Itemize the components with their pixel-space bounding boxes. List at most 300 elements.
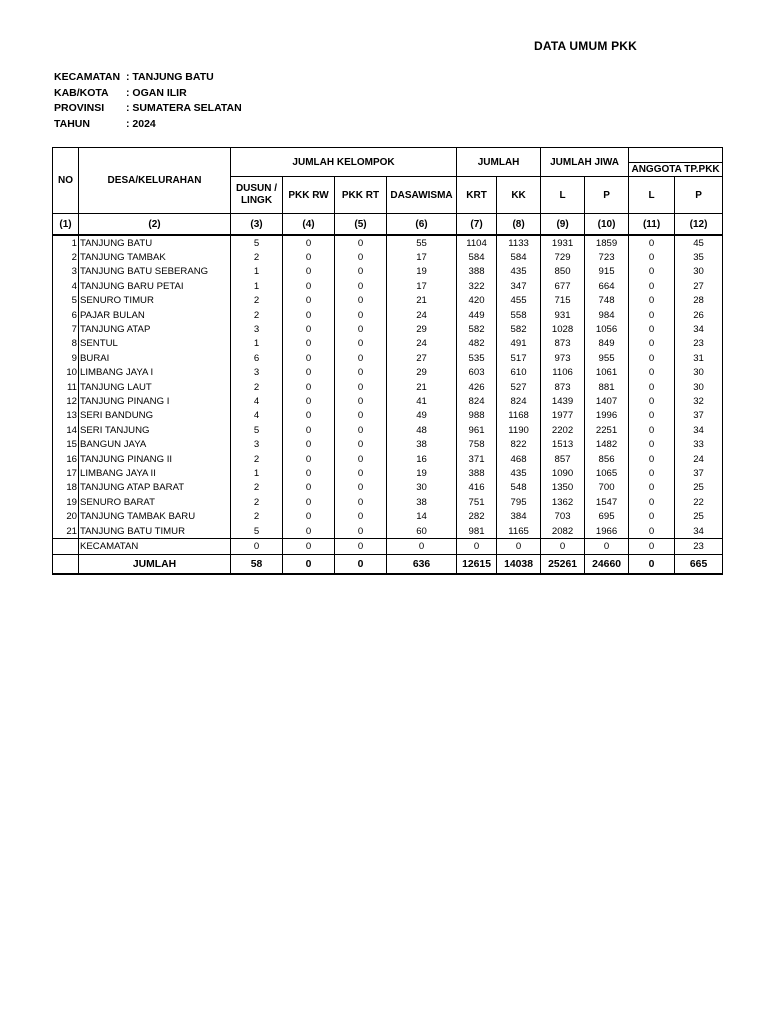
- table-cell: 24: [387, 337, 457, 351]
- table-cell: TANJUNG LAUT: [79, 380, 231, 394]
- table-cell: 824: [457, 394, 497, 408]
- column-number: (1): [53, 214, 79, 236]
- table-cell: 35: [675, 250, 723, 264]
- table-cell: 30: [387, 481, 457, 495]
- table-cell: 24: [675, 452, 723, 466]
- table-cell: 2: [231, 294, 283, 308]
- table-cell: 388: [457, 265, 497, 279]
- table-cell: 38: [387, 437, 457, 451]
- table-cell: 28: [675, 294, 723, 308]
- column-number-row: [53, 214, 723, 236]
- table-cell: LIMBANG JAYA II: [79, 466, 231, 480]
- header-pkk-rw: PKK RW: [283, 177, 335, 214]
- table-cell: 435: [497, 265, 541, 279]
- table-cell: 19: [387, 466, 457, 480]
- table-cell: 0: [629, 235, 675, 250]
- table-cell: 322: [457, 279, 497, 293]
- table-cell: 0: [335, 294, 387, 308]
- table-cell: 981: [457, 524, 497, 539]
- meta-label: KAB/KOTA: [54, 86, 109, 99]
- table-cell: 1106: [541, 366, 585, 380]
- table-cell: 2: [53, 250, 79, 264]
- table-cell: 0: [283, 539, 335, 555]
- table-cell: 664: [585, 279, 629, 293]
- header-kk: KK: [497, 177, 541, 214]
- table-cell: 30: [675, 366, 723, 380]
- table-cell: 2082: [541, 524, 585, 539]
- header-anggota-p: P: [675, 177, 723, 214]
- table-cell: 388: [457, 466, 497, 480]
- table-cell: 0: [629, 250, 675, 264]
- table-cell: 416: [457, 481, 497, 495]
- table-cell: 2: [231, 495, 283, 509]
- table-cell: 582: [457, 322, 497, 336]
- table-cell: SERI TANJUNG: [79, 423, 231, 437]
- table-cell: 347: [497, 279, 541, 293]
- table-cell: 34: [675, 322, 723, 336]
- meta-value: : OGAN ILIR: [126, 86, 187, 99]
- table-cell: 849: [585, 337, 629, 351]
- table-cell: 0: [629, 509, 675, 523]
- table-header: [53, 148, 723, 236]
- table-cell: 856: [585, 452, 629, 466]
- table-cell: 0: [629, 308, 675, 322]
- table-cell: TANJUNG ATAP: [79, 322, 231, 336]
- table-cell: 0: [283, 294, 335, 308]
- table-cell: 1065: [585, 466, 629, 480]
- meta-row-provinsi: [54, 101, 242, 117]
- table-cell: 973: [541, 351, 585, 365]
- table-cell: JUMLAH: [79, 555, 231, 575]
- table-cell: 455: [497, 294, 541, 308]
- table-cell: 695: [585, 509, 629, 523]
- table-cell: 955: [585, 351, 629, 365]
- column-number: (10): [585, 214, 629, 236]
- table-cell: 723: [585, 250, 629, 264]
- table-cell: 527: [497, 380, 541, 394]
- table-cell: 33: [675, 437, 723, 451]
- table-cell: 1439: [541, 394, 585, 408]
- table-cell: 0: [335, 265, 387, 279]
- table-cell: 961: [457, 423, 497, 437]
- total-row: [53, 555, 723, 575]
- table-cell: 0: [629, 279, 675, 293]
- page-title: DATA UMUM PKK: [534, 39, 638, 53]
- table-cell: 282: [457, 509, 497, 523]
- table-cell: 2251: [585, 423, 629, 437]
- table-cell: 19: [387, 265, 457, 279]
- table-cell: 4: [231, 409, 283, 423]
- table-cell: 21: [387, 380, 457, 394]
- table-cell: 0: [387, 539, 457, 555]
- table-cell: 857: [541, 452, 585, 466]
- table-row: [53, 423, 723, 437]
- table-cell: 0: [541, 539, 585, 555]
- table-row: [53, 466, 723, 480]
- table-cell: 9: [53, 351, 79, 365]
- column-number: (7): [457, 214, 497, 236]
- header-dusun: DUSUN / LINGK: [231, 177, 283, 214]
- table-cell: 1350: [541, 481, 585, 495]
- table-cell: 1513: [541, 437, 585, 451]
- table-cell: 0: [629, 437, 675, 451]
- table-cell: 17: [53, 466, 79, 480]
- table-cell: 610: [497, 366, 541, 380]
- header-jiwa-p: P: [585, 177, 629, 214]
- table-cell: 0: [629, 423, 675, 437]
- column-number: (4): [283, 214, 335, 236]
- table-cell: 14: [387, 509, 457, 523]
- table-cell: 21: [53, 524, 79, 539]
- table-cell: 0: [231, 539, 283, 555]
- table-cell: 16: [53, 452, 79, 466]
- table-cell: 0: [335, 466, 387, 480]
- table-body: [53, 235, 723, 574]
- table-row: [53, 351, 723, 365]
- table-cell: TANJUNG BATU TIMUR: [79, 524, 231, 539]
- table-row: [53, 409, 723, 423]
- header-anggota-label: ANGGOTA TP.PKK: [629, 162, 722, 177]
- table-cell: 34: [675, 423, 723, 437]
- table-cell: 1: [231, 337, 283, 351]
- table-cell: 30: [675, 265, 723, 279]
- table-cell: 0: [629, 409, 675, 423]
- table-cell: 1362: [541, 495, 585, 509]
- table-cell: 1: [231, 279, 283, 293]
- table-cell: 27: [675, 279, 723, 293]
- table-cell: 2: [231, 481, 283, 495]
- table-cell: 1547: [585, 495, 629, 509]
- table-cell: 850: [541, 265, 585, 279]
- table-cell: 665: [675, 555, 723, 575]
- table-cell: 0: [283, 337, 335, 351]
- table-cell: 384: [497, 509, 541, 523]
- table-row: [53, 250, 723, 264]
- table-cell: 603: [457, 366, 497, 380]
- meta-value: : 2024: [126, 117, 156, 130]
- column-number: (6): [387, 214, 457, 236]
- table-cell: 751: [457, 495, 497, 509]
- header-anggota-tp-pkk: [629, 148, 723, 177]
- table-cell: 41: [387, 394, 457, 408]
- table-cell: 824: [497, 394, 541, 408]
- table-cell: 0: [335, 423, 387, 437]
- table-cell: 0: [283, 409, 335, 423]
- table-cell: 420: [457, 294, 497, 308]
- table-cell: 582: [497, 322, 541, 336]
- table-cell: 7: [53, 322, 79, 336]
- table-cell: 31: [675, 351, 723, 365]
- table-cell: 548: [497, 481, 541, 495]
- column-number: (12): [675, 214, 723, 236]
- table-cell: 1165: [497, 524, 541, 539]
- table-cell: 0: [283, 481, 335, 495]
- table-cell: 0: [585, 539, 629, 555]
- table-cell: 0: [283, 235, 335, 250]
- table-cell: 449: [457, 308, 497, 322]
- table-cell: 1168: [497, 409, 541, 423]
- table-cell: 0: [629, 337, 675, 351]
- table-row: [53, 495, 723, 509]
- table-cell: TANJUNG ATAP BARAT: [79, 481, 231, 495]
- meta-label: TAHUN: [54, 117, 90, 130]
- header-jumlah: JUMLAH: [457, 148, 541, 177]
- table-cell: 1482: [585, 437, 629, 451]
- table-cell: 6: [231, 351, 283, 365]
- table-cell: 0: [283, 394, 335, 408]
- table-cell: SENTUL: [79, 337, 231, 351]
- table-cell: 584: [497, 250, 541, 264]
- table-cell: 0: [283, 380, 335, 394]
- table-cell: 0: [283, 351, 335, 365]
- table-cell: 19: [53, 495, 79, 509]
- table-cell: 10: [53, 366, 79, 380]
- table-cell: 915: [585, 265, 629, 279]
- table-cell: 48: [387, 423, 457, 437]
- table-cell: KECAMATAN: [79, 539, 231, 555]
- table-cell: 26: [675, 308, 723, 322]
- table-cell: TANJUNG BARU PETAI: [79, 279, 231, 293]
- table-cell: 45: [675, 235, 723, 250]
- table-cell: 4: [231, 394, 283, 408]
- table-cell: 3: [231, 322, 283, 336]
- table-cell: 60: [387, 524, 457, 539]
- table-cell: 5: [231, 524, 283, 539]
- table-cell: 0: [283, 437, 335, 451]
- table-cell: 58: [231, 555, 283, 575]
- column-number: (2): [79, 214, 231, 236]
- table-cell: 0: [629, 294, 675, 308]
- table-cell: 1104: [457, 235, 497, 250]
- table-cell: 0: [335, 351, 387, 365]
- table-cell: 873: [541, 380, 585, 394]
- table-cell: 931: [541, 308, 585, 322]
- table-cell: 535: [457, 351, 497, 365]
- header-no: NO: [53, 148, 79, 214]
- table-row: [53, 322, 723, 336]
- table-cell: TANJUNG TAMBAK: [79, 250, 231, 264]
- table-row: [53, 294, 723, 308]
- table-cell: 1: [231, 466, 283, 480]
- table-cell: 0: [629, 351, 675, 365]
- table-row: [53, 308, 723, 322]
- table-cell: 29: [387, 322, 457, 336]
- table-cell: 1: [53, 235, 79, 250]
- header-jumlah-jiwa: JUMLAH JIWA: [541, 148, 629, 177]
- table-row: [53, 437, 723, 451]
- table-cell: 0: [283, 524, 335, 539]
- table-cell: 0: [283, 308, 335, 322]
- table-cell: 0: [283, 265, 335, 279]
- header-pkk-rt: PKK RT: [335, 177, 387, 214]
- table-cell: 0: [335, 250, 387, 264]
- table-cell: 24: [387, 308, 457, 322]
- table-row: [53, 509, 723, 523]
- table-cell: 371: [457, 452, 497, 466]
- table-cell: 3: [231, 366, 283, 380]
- table-cell: 12: [53, 394, 79, 408]
- table-cell: 700: [585, 481, 629, 495]
- table-cell: 584: [457, 250, 497, 264]
- meta-row-kecamatan: [54, 70, 242, 86]
- table-cell: 0: [335, 539, 387, 555]
- table-cell: 14038: [497, 555, 541, 575]
- table-row: [53, 337, 723, 351]
- table-cell: 0: [283, 322, 335, 336]
- table-cell: 22: [675, 495, 723, 509]
- table-cell: 491: [497, 337, 541, 351]
- meta-label: PROVINSI: [54, 102, 105, 114]
- table-cell: 636: [387, 555, 457, 575]
- table-cell: 0: [335, 366, 387, 380]
- table-cell: 14: [53, 423, 79, 437]
- table-cell: SERI BANDUNG: [79, 409, 231, 423]
- table-cell: TANJUNG TAMBAK BARU: [79, 509, 231, 523]
- table-row: [53, 524, 723, 539]
- table-cell: 0: [283, 279, 335, 293]
- table-row: [53, 265, 723, 279]
- table-cell: LIMBANG JAYA I: [79, 366, 231, 380]
- table-cell: 25: [675, 481, 723, 495]
- table-cell: 15: [53, 437, 79, 451]
- column-number: (8): [497, 214, 541, 236]
- table-cell: 0: [629, 524, 675, 539]
- table-cell: 25261: [541, 555, 585, 575]
- table-cell: 38: [387, 495, 457, 509]
- table-cell: 0: [335, 555, 387, 575]
- column-number: (5): [335, 214, 387, 236]
- table-cell: 2: [231, 380, 283, 394]
- table-cell: 1977: [541, 409, 585, 423]
- table-cell: 0: [335, 481, 387, 495]
- table-row: [53, 452, 723, 466]
- meta-label: KECAMATAN: [54, 71, 121, 83]
- table-cell: 0: [335, 279, 387, 293]
- table-cell: 12615: [457, 555, 497, 575]
- table-row: [53, 380, 723, 394]
- table-cell: 0: [335, 235, 387, 250]
- table-cell: 0: [335, 509, 387, 523]
- table-cell: 0: [629, 452, 675, 466]
- table-cell: 0: [335, 394, 387, 408]
- header-anggota-l: L: [629, 177, 675, 214]
- table-cell: 5: [231, 423, 283, 437]
- table-cell: 25: [675, 509, 723, 523]
- table-row: [53, 481, 723, 495]
- table-cell: 0: [629, 265, 675, 279]
- table-cell: 6: [53, 308, 79, 322]
- table-cell: 729: [541, 250, 585, 264]
- table-cell: 3: [53, 265, 79, 279]
- column-number: (11): [629, 214, 675, 236]
- table-cell: 0: [335, 337, 387, 351]
- table-cell: 1028: [541, 322, 585, 336]
- table-cell: 5: [53, 294, 79, 308]
- table-cell: [53, 555, 79, 575]
- table-cell: 4: [53, 279, 79, 293]
- table-row: [53, 366, 723, 380]
- table-cell: 21: [387, 294, 457, 308]
- table-cell: 482: [457, 337, 497, 351]
- header-desa: DESA/KELURAHAN: [79, 148, 231, 214]
- table-cell: 426: [457, 380, 497, 394]
- table-cell: 2202: [541, 423, 585, 437]
- meta-row-kabkota: [54, 86, 242, 102]
- table-cell: 18: [53, 481, 79, 495]
- table-cell: 17: [387, 250, 457, 264]
- table-cell: 1966: [585, 524, 629, 539]
- table-cell: BURAI: [79, 351, 231, 365]
- table-cell: 16: [387, 452, 457, 466]
- table-cell: 0: [335, 452, 387, 466]
- table-cell: 703: [541, 509, 585, 523]
- table-cell: 8: [53, 337, 79, 351]
- table-cell: SENURO BARAT: [79, 495, 231, 509]
- table-cell: 0: [457, 539, 497, 555]
- table-cell: 0: [283, 452, 335, 466]
- table-cell: 468: [497, 452, 541, 466]
- table-cell: 0: [629, 366, 675, 380]
- table-row: [53, 394, 723, 408]
- table-cell: 1090: [541, 466, 585, 480]
- table-cell: TANJUNG BATU: [79, 235, 231, 250]
- table-cell: 0: [629, 394, 675, 408]
- table-cell: 758: [457, 437, 497, 451]
- pkk-data-table: [52, 147, 723, 575]
- table-cell: 748: [585, 294, 629, 308]
- kecamatan-row: [53, 539, 723, 555]
- table-cell: TANJUNG PINANG I: [79, 394, 231, 408]
- table-cell: 34: [675, 524, 723, 539]
- table-cell: TANJUNG BATU SEBERANG: [79, 265, 231, 279]
- table-cell: PAJAR BULAN: [79, 308, 231, 322]
- column-number: (3): [231, 214, 283, 236]
- table-cell: 23: [675, 539, 723, 555]
- table-cell: SENURO TIMUR: [79, 294, 231, 308]
- table-cell: 1190: [497, 423, 541, 437]
- table-cell: 715: [541, 294, 585, 308]
- table-cell: 0: [335, 495, 387, 509]
- table-cell: 37: [675, 409, 723, 423]
- table-cell: 0: [283, 466, 335, 480]
- table-cell: 1859: [585, 235, 629, 250]
- table-cell: 2: [231, 308, 283, 322]
- table-cell: 0: [629, 495, 675, 509]
- table-cell: 49: [387, 409, 457, 423]
- table-cell: 0: [335, 524, 387, 539]
- table-cell: 0: [335, 409, 387, 423]
- table-cell: 0: [283, 250, 335, 264]
- table-cell: 795: [497, 495, 541, 509]
- table-cell: 435: [497, 466, 541, 480]
- table-cell: 0: [283, 555, 335, 575]
- table-cell: TANJUNG PINANG II: [79, 452, 231, 466]
- table-cell: 37: [675, 466, 723, 480]
- header-jumlah-kelompok: JUMLAH KELOMPOK: [231, 148, 457, 177]
- table-cell: 1: [231, 265, 283, 279]
- meta-value: : TANJUNG BATU: [126, 71, 214, 83]
- table-cell: 0: [283, 495, 335, 509]
- column-number: (9): [541, 214, 585, 236]
- table-cell: 32: [675, 394, 723, 408]
- table-cell: 0: [335, 380, 387, 394]
- table-cell: 2: [231, 250, 283, 264]
- table-cell: 2: [231, 509, 283, 523]
- table-cell: 517: [497, 351, 541, 365]
- table-cell: 27: [387, 351, 457, 365]
- table-cell: 0: [283, 509, 335, 523]
- table-cell: 881: [585, 380, 629, 394]
